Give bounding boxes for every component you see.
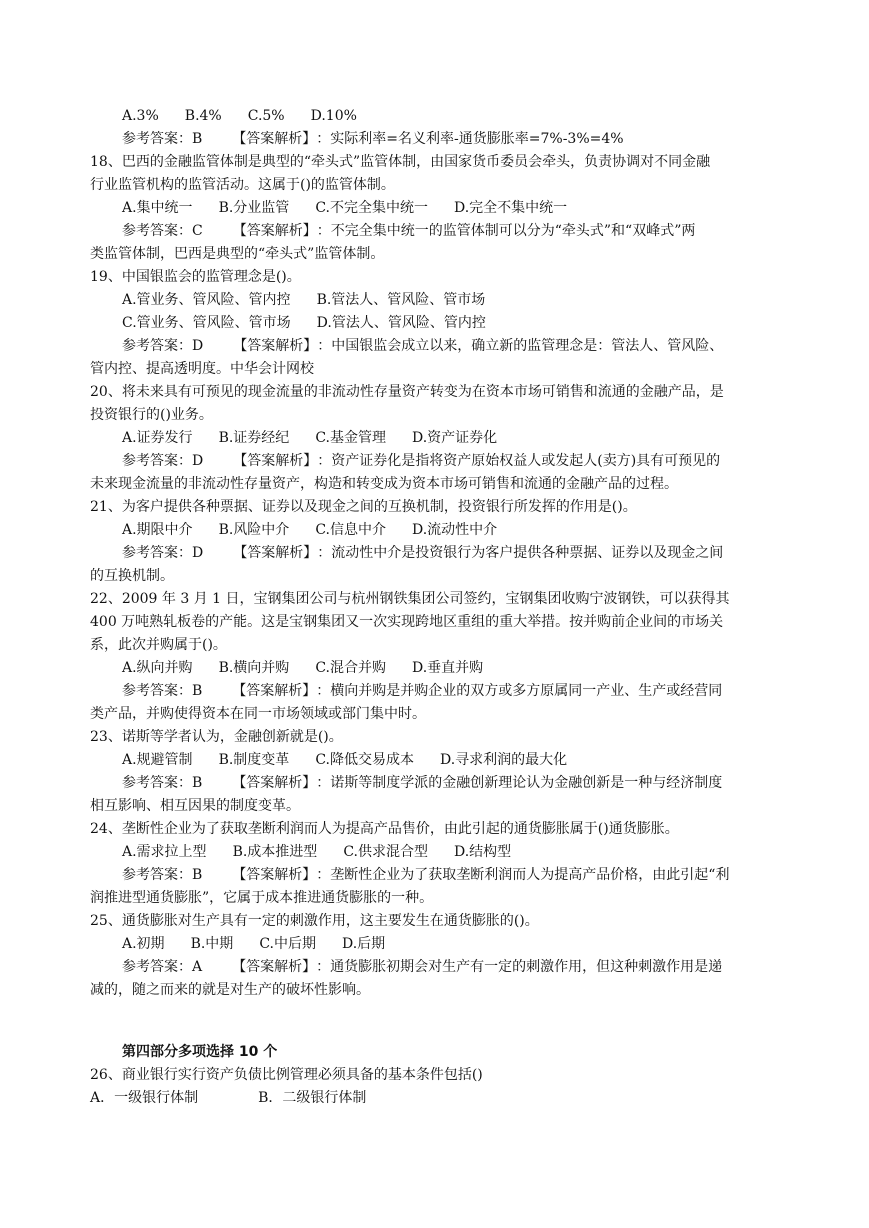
analysis-tag: 【答案解析】 [233,338,318,354]
option-a: A.纵向并购 [122,660,193,676]
q25-answer [0,956,869,979]
analysis-text: ：横向并购是并购企业的双方或多方原属同一产业、生产或经营同 [316,683,723,699]
answer-key: 参考答案：B [122,867,203,883]
q21-analysis-line: 的互换机制。 [90,568,174,584]
analysis-text: ：通货膨胀初期会对生产有一定的刺激作用，但这种刺激作用是递 [316,959,723,975]
q22-answer [0,680,869,703]
q17-answer [0,128,869,151]
q22-stem-line: 系，此次并购属于()。 [90,637,227,653]
section-heading: 第四部分多项选择 10 个 [122,1044,278,1060]
option-b: B．二级银行体制 [258,1090,367,1106]
option-d: D.寻求利润的最大化 [439,752,568,768]
option-d: D.10% [310,108,357,124]
option-c: C.基金管理 [315,430,386,446]
analysis-text: ：实际利率=名义利率-通货膨胀率=7%-3%=4% [316,131,624,147]
option-d: D.流动性中介 [411,522,498,538]
q18-stem-line: 18、巴西的金融监管体制是典型的“牵头式”监管体制，由国家货币委员会牵头，负责协调对不同金融 [90,154,711,170]
analysis-tag: 【答案解析】 [232,683,317,699]
q20-answer [0,450,869,473]
answer-key: 参考答案：C [122,223,203,239]
q20-stem-line: 投资银行的()业务。 [90,407,213,423]
analysis-text: ：中国银监会成立以来，确立新的监管理念是：管法人、管风险、 [317,338,724,354]
q26-options [0,1087,869,1110]
q23-stem-line: 23、诺斯等学者认为，金融创新就是()。 [90,729,343,745]
analysis-tag: 【答案解析】 [232,775,317,791]
option-b: B.4% [184,108,222,124]
analysis-tag: 【答案解析】 [232,131,317,147]
q20-options [0,427,869,450]
answer-key: 参考答案：D [122,545,204,561]
option-c: C.信息中介 [315,522,386,538]
answer-key: 参考答案：D [122,338,204,354]
q24-stem-line: 24、垄断性企业为了获取垄断利润而人为提高产品售价，由此引起的通货膨胀属于()通货膨胀。 [90,821,679,837]
q22-options [0,657,869,680]
q18-analysis-line: 类监管体制，巴西是典型的“牵头式”监管体制。 [90,246,385,262]
q18-answer [0,220,869,243]
q20-stem-line: 20、将未来具有可预见的现金流量的非流动性存量资产转变为在资本市场可销售和流通的金融产品，是 [90,384,724,400]
q24-answer [0,864,869,887]
option-a: A.期限中介 [122,522,193,538]
answer-key: 参考答案：B [122,775,203,791]
option-b: B.证券经纪 [218,430,290,446]
option-a: A.集中统一 [122,200,193,216]
analysis-text: ：不完全集中统一的监管体制可以分为“牵头式”和“双峰式”两 [316,223,696,239]
option-b: B.横向并购 [218,660,290,676]
q25-options [0,933,869,956]
q22-stem-line: 22、2009 年 3 月 1 日，宝钢集团公司与杭州钢铁集团公司签约，宝钢集团收购宁波钢铁，可以获得其 [90,591,730,607]
q20-analysis-line: 未来现金流量的非流动性存量资产，构造和转变成为资本市场可销售和流通的金融产品的过程。 [90,476,678,492]
analysis-tag: 【答案解析】 [232,959,317,975]
answer-key: 参考答案：D [122,453,204,469]
option-d: D.垂直并购 [411,660,484,676]
analysis-text: ：垄断性企业为了获取垄断利润而人为提高产品价格，由此引起“利 [316,867,730,883]
q24-analysis-line: 润推进型通货膨胀”，它属于成本推进通货膨胀的一种。 [90,890,434,906]
q24-options [0,841,869,864]
q25-analysis-line: 减的，随之而来的就是对生产的破坏性影响。 [90,982,370,998]
option-b: B.中期 [190,936,234,952]
q26-stem-line: 26、商业银行实行资产负债比例管理必须具备的基本条件包括() [90,1067,483,1083]
q21-stem-line: 21、为客户提供各种票据、证券以及现金之间的互换机制，投资银行所发挥的作用是()。 [90,499,637,515]
q19-options-row2 [0,312,869,335]
q17-options [0,105,869,128]
option-a: A.需求拉上型 [122,844,207,860]
option-b: B.风险中介 [218,522,290,538]
q25-stem-line: 25、通货膨胀对生产具有一定的刺激作用，这主要发生在通货膨胀的()。 [90,913,539,929]
answer-key: 参考答案：B [122,683,203,699]
option-a: A.证券发行 [122,430,193,446]
q22-analysis-line: 类产品，并购使得资本在同一市场领域或部门集中时。 [90,706,426,722]
option-c: C.供求混合型 [343,844,428,860]
option-b: B.制度变革 [218,752,290,768]
q21-options [0,519,869,542]
option-d: D.完全不集中统一 [453,200,568,216]
answer-key: 参考答案：B [122,131,203,147]
option-d: D.结构型 [453,844,512,860]
option-c: C.不完全集中统一 [315,200,428,216]
q19-analysis-line: 管内控、提高透明度。中华会计网校 [90,361,314,377]
option-d: D.管法人、管风险、管内控 [316,315,486,331]
analysis-text: ：流动性中介是投资银行为客户提供各种票据、证券以及现金之间 [317,545,724,561]
option-a: A.管业务、管风险、管内控 [122,292,291,308]
analysis-text: ：资产证券化是指将资产原始权益人或发起人(卖方)具有可预见的 [317,453,721,469]
q23-options [0,749,869,772]
option-a: A.规避管制 [122,752,193,768]
option-a: A．一级银行体制 [90,1090,199,1106]
q23-answer [0,772,869,795]
answer-key: 参考答案：A [122,959,203,975]
q18-stem-line: 行业监管机构的监管活动。这属于()的监管体制。 [90,177,395,193]
option-d: D.资产证券化 [411,430,498,446]
option-c: C.5% [247,108,285,124]
analysis-tag: 【答案解析】 [233,545,318,561]
option-d: D.后期 [341,936,386,952]
option-c: C.中后期 [259,936,316,952]
option-c: C.管业务、管风险、管市场 [122,315,291,331]
option-b: B.管法人、管风险、管市场 [316,292,486,308]
q19-answer [0,335,869,358]
analysis-text: ：诺斯等制度学派的金融创新理论认为金融创新是一种与经济制度 [316,775,723,791]
option-c: C.混合并购 [315,660,386,676]
q18-options [0,197,869,220]
option-a: A.3% [122,108,159,124]
option-c: C.降低交易成本 [315,752,414,768]
analysis-tag: 【答案解析】 [232,223,317,239]
analysis-tag: 【答案解析】 [232,867,317,883]
q23-analysis-line: 相互影响、相互因果的制度变革。 [90,798,300,814]
q19-options-row1 [0,289,869,312]
q19-stem-line: 19、中国银监会的监管理念是()。 [90,269,301,285]
q21-answer [0,542,869,565]
option-a: A.初期 [122,936,165,952]
option-b: B.分业监管 [218,200,290,216]
analysis-tag: 【答案解析】 [233,453,318,469]
option-b: B.成本推进型 [232,844,318,860]
q22-stem-line: 400 万吨熟轧板卷的产能。这是宝钢集团又一次实现跨地区重组的重大举措。按并购前企业间的市场关 [90,614,724,630]
